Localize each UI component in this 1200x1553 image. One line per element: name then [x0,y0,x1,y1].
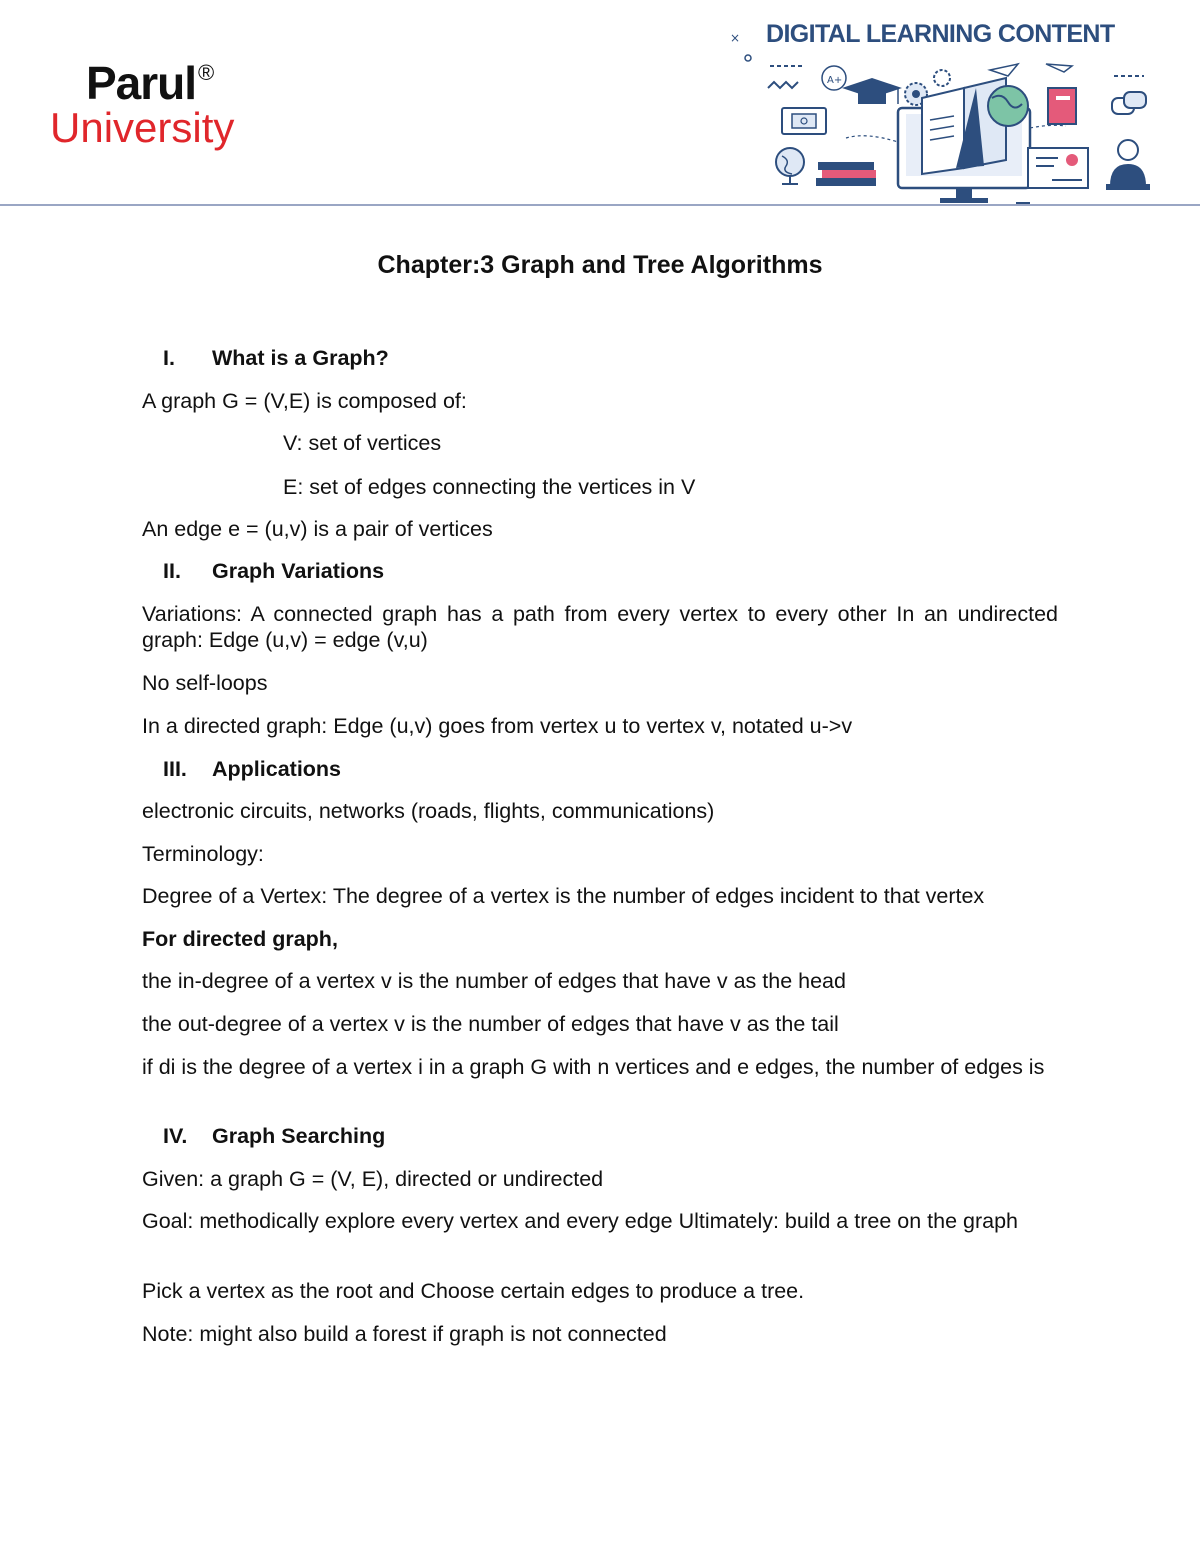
page-header [0,0,1200,205]
variations-paragraph: Variations: A connected graph has a path from every vertex to every other In an undirected graph: Edge (u,v) = edge (v,u) [142,602,1058,652]
section-number: I. [163,346,175,370]
section-number: II. [163,559,181,583]
section-number: III. [163,757,187,781]
laptop-icon [782,108,826,134]
pick-root-text: Pick a vertex as the root and Choose certain edges to produce a tree. [142,1279,805,1303]
section-number: IV. [163,1124,188,1148]
note-text: Note: might also build a forest if graph is not connected [142,1322,667,1346]
vertices-definition: V: set of vertices [283,431,442,455]
books-icon [816,162,876,186]
teacher-avatar-icon [1106,140,1150,190]
no-self-loops-text: No self-loops [142,671,268,695]
edge-definition: An edge e = (u,v) is a pair of vertices [142,517,493,541]
degree-definition: Degree of a Vertex: The degree of a vertex is the number of edges incident to that vertex [142,884,985,908]
university-logo [86,56,213,110]
logo-parul-text: Parul [86,57,197,109]
globe-icon [776,148,804,184]
logo-university-text: University [50,104,235,151]
section-heading-applications [163,756,341,782]
world-globe-icon [988,86,1028,126]
graduation-cap-icon [822,66,902,104]
chat-bubbles-icon [1112,92,1146,114]
section-heading-graph-variations [163,558,384,584]
section-heading-what-is-graph [163,345,389,371]
edges-definition: E: set of edges connecting the vertices in V [283,475,696,499]
logo-registered-mark: ® [198,60,214,85]
degree-sum-text: if di is the degree of a vertex i in a graph G with n vertices and e edges, the number of edges is [142,1055,1045,1079]
pencil-icon [1046,64,1072,72]
given-text: Given: a graph G = (V, E), directed or undirected [142,1167,604,1191]
grade-badge-text: A+ [827,75,843,86]
certificate-icon [1028,148,1088,188]
paper-plane-icon [990,64,1018,76]
section-title: Graph Variations [212,559,385,583]
section-heading-graph-searching [163,1123,385,1149]
applications-text: electronic circuits, networks (roads, flights, communications) [142,799,715,823]
section-title: What is a Graph? [212,346,389,370]
directed-graph-text: In a directed graph: Edge (u,v) goes from vertex u to vertex v, notated u->v [142,714,853,738]
svg-text:×: × [730,31,741,45]
section-title: Graph Searching [212,1124,386,1148]
banner-title: DIGITAL LEARNING CONTENT [766,20,1115,48]
header-divider [0,204,1200,206]
out-degree-definition: the out-degree of a vertex v is the number of edges that have v as the tail [142,1012,839,1036]
chapter-title: Chapter:3 Graph and Tree Algorithms [377,251,823,279]
in-degree-definition: the in-degree of a vertex v is the number of edges that have v as the head [142,969,846,993]
notebook-icon [1048,88,1076,124]
goal-text: Goal: methodically explore every vertex and every edge Ultimately: build a tree on the graph [142,1209,1018,1233]
digital-learning-illustration [726,28,1166,206]
graph-definition: A graph G = (V,E) is composed of: [142,389,467,413]
terminology-text: Terminology: [142,842,264,866]
directed-graph-subheading: For directed graph, [142,927,338,951]
section-title: Applications [212,757,342,781]
